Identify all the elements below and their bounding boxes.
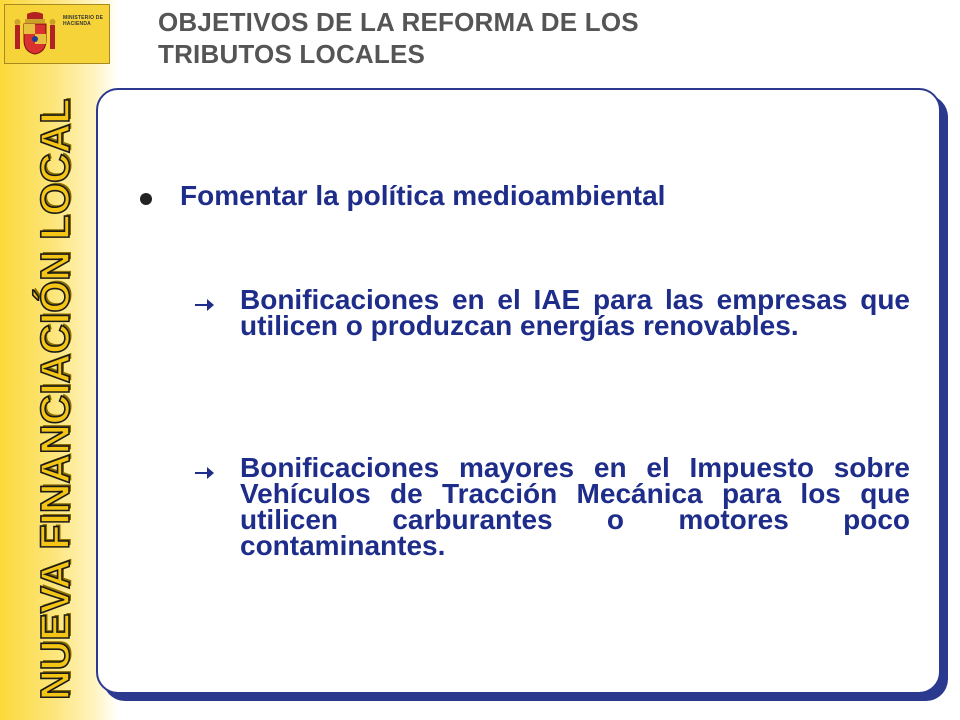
slide-title-line-2: TRIBUTOS LOCALES [158, 39, 426, 69]
arrow-right-icon [192, 461, 216, 485]
arrow-right-icon [192, 293, 216, 317]
sub-item [192, 452, 910, 561]
sub-item [192, 284, 910, 341]
main-bullet [140, 180, 900, 212]
slide-title-line-1: OBJETIVOS DE LA REFORMA DE LOS [158, 7, 639, 37]
sub-item-text: Bonificaciones mayores en el Impuesto sobre Vehículos de Tracción Mecánica para los que utilicen carburantes o motores poco contaminantes. [240, 452, 910, 561]
slide-title [158, 6, 898, 70]
coat-of-arms-icon [13, 11, 57, 57]
main-bullet-text: Fomentar la política medioambiental [180, 180, 666, 211]
ministry-logo [4, 4, 110, 64]
logo-text: MINISTERIO DE HACIENDA [63, 15, 104, 27]
bullet-dot-icon [140, 193, 152, 205]
vertical-section-title: NUEVA FINANCIACIÓN LOCAL [32, 98, 78, 700]
sub-item-text: Bonificaciones en el IAE para las empresas que utilicen o produzcan energías renovables. [240, 284, 910, 341]
content-panel [96, 88, 941, 694]
